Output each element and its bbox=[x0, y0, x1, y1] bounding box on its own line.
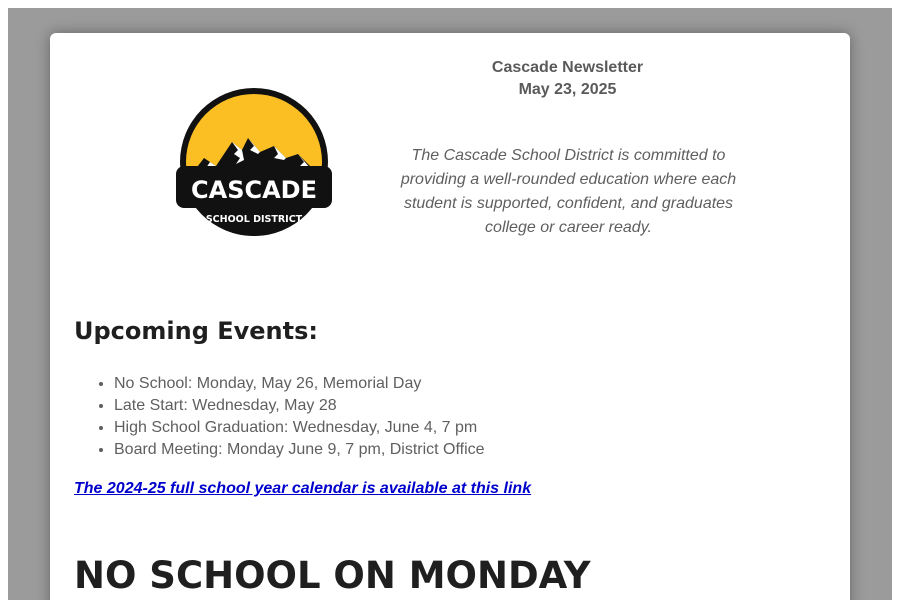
events-list bbox=[74, 373, 485, 461]
page-backdrop bbox=[8, 8, 892, 600]
list-item: • Late Start: Wednesday, May 28 bbox=[114, 395, 485, 417]
newsletter-title: Cascade Newsletter bbox=[491, 59, 644, 76]
logo-subtitle: SCHOOL DISTRICT bbox=[205, 214, 303, 225]
newsletter-card bbox=[50, 33, 850, 600]
newsletter-date: May 23, 2025 bbox=[518, 81, 617, 98]
cascade-logo-graphic bbox=[174, 88, 334, 236]
newsletter-header bbox=[380, 57, 755, 101]
calendar-link[interactable]: The 2024-25 full school year calendar is available at this link bbox=[74, 480, 532, 497]
list-item: • High School Graduation: Wednesday, June 4, 7 pm bbox=[114, 417, 485, 439]
cascade-logo bbox=[174, 88, 334, 236]
no-school-heading: NO SCHOOL ON MONDAY bbox=[74, 554, 591, 597]
logo-name: CASCADE bbox=[191, 176, 317, 204]
list-item: • Board Meeting: Monday June 9, 7 pm, District Office bbox=[114, 439, 485, 461]
list-item: • No School: Monday, May 26, Memorial Day bbox=[114, 373, 485, 395]
upcoming-events-heading: Upcoming Events: bbox=[74, 317, 318, 345]
mission-statement: The Cascade School District is committed to providing a well-rounded education where each student is supported, confident, and graduates college or career ready. bbox=[400, 147, 737, 236]
